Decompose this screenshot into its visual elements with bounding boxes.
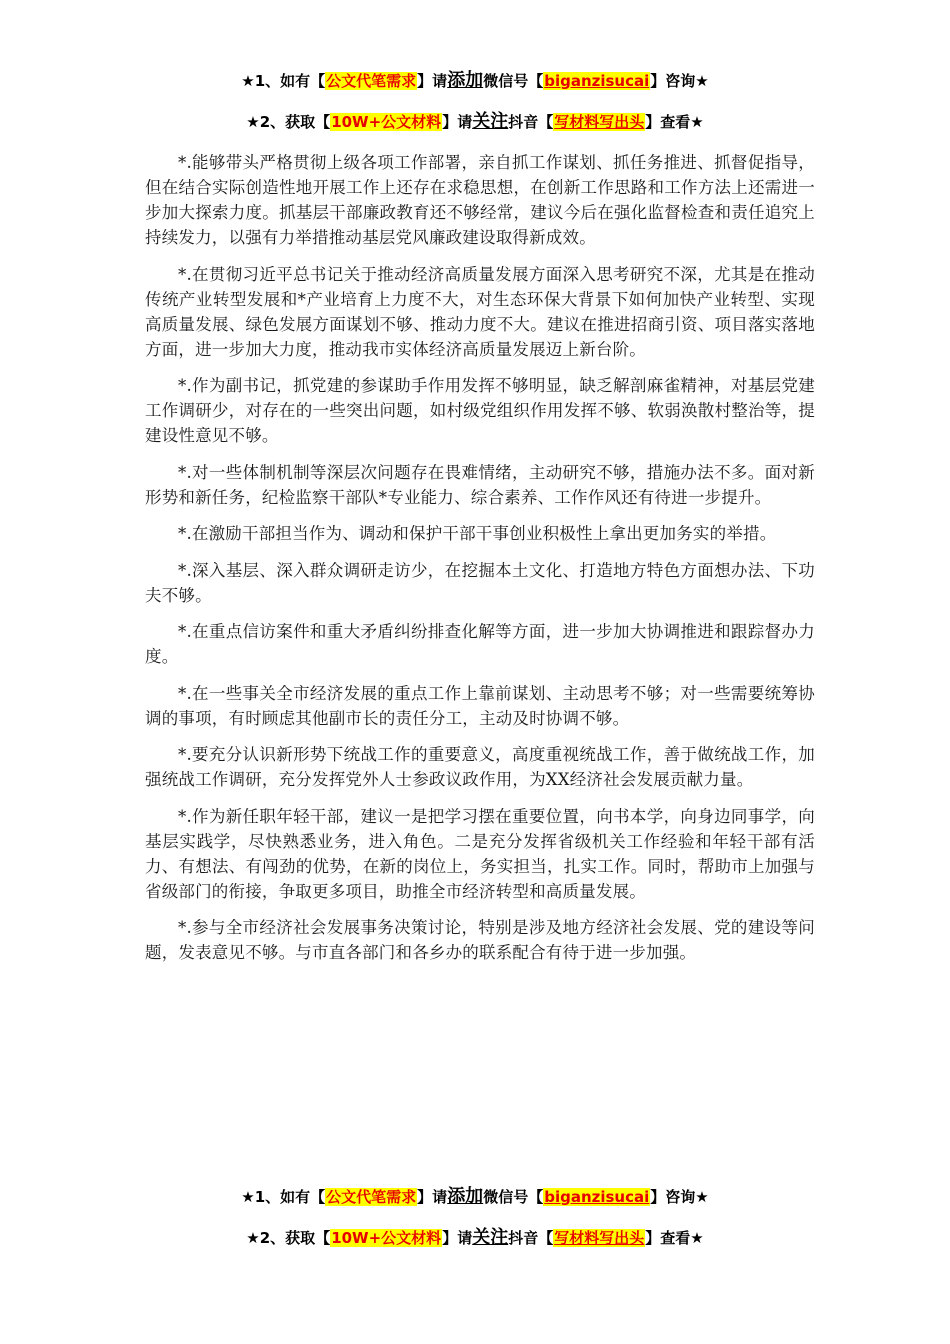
promo-text: 】咨询★ (650, 1188, 709, 1206)
promo-highlight: 公文代笔需求 (326, 72, 417, 90)
promo-text: ★1、如有【 (241, 1188, 326, 1206)
promo-emphasis: 添加 (447, 1186, 484, 1207)
paragraph: *.作为新任职年轻干部，建议一是把学习摆在重要位置，向书本学，向身边同事学，向基层实践学，尽快熟悉业务，进入角色。二是充分发挥省级机关工作经验和年轻干部有活力、有想法、有闯劲的优势，在新的岗位上，务实担当，扎实工作。同时，帮助市上加强与省级部门的衔接，争取更多项目，助推全市经济转型和高质量发展。 (145, 806, 815, 901)
promo-douyin-id: 写材料写出头 (554, 1229, 645, 1247)
promo-text: 】请 (442, 113, 473, 131)
bottom-promo-line-2 (0, 1227, 950, 1249)
promo-text: 抖音【 (508, 113, 554, 131)
promo-highlight: 10W+公文材料 (331, 1229, 442, 1247)
promo-emphasis: 关注 (472, 111, 509, 132)
promo-douyin-id: 写材料写出头 (554, 113, 645, 131)
promo-text: 】请 (417, 72, 448, 90)
paragraph: *.对一些体制机制等深层次问题存在畏难情绪，主动研究不够，措施办法不多。面对新形势和新任务，纪检监察干部队*专业能力、综合素养、工作作风还有待进一步提升。 (145, 462, 815, 507)
promo-highlight: 10W+公文材料 (331, 113, 442, 131)
paragraph: *.在一些事关全市经济发展的重点工作上靠前谋划、主动思考不够；对一些需要统筹协调的事项，有时顾虑其他副市长的责任分工，主动及时协调不够。 (145, 683, 815, 728)
promo-emphasis: 关注 (472, 1227, 509, 1248)
paragraph: *.在重点信访案件和重大矛盾纠纷排查化解等方面，进一步加大协调推进和跟踪督办力度。 (145, 622, 815, 666)
promo-highlight: 公文代笔需求 (326, 1188, 417, 1206)
promo-wechat-id: biganzisucai (544, 72, 650, 90)
promo-text: ★1、如有【 (241, 72, 326, 90)
promo-text: 】查看★ (645, 1229, 704, 1247)
promo-emphasis: 添加 (447, 70, 484, 91)
paragraph: *.在贯彻习近平总书记关于推动经济高质量发展方面深入思考研究不深，尤其是在推动传统产业转型发展和*产业培育上力度不大，对生态环保大背景下如何加快产业转型、实现高质量发展、绿色发展方面谋划不够、推动力度不大。建议在推进招商引资、项目落实落地方面，进一步加大力度，推动我市实体经济高质量发展迈上新台阶。 (145, 264, 815, 359)
promo-text: ★2、获取【 (246, 1229, 331, 1247)
paragraph: *.作为副书记，抓党建的参谋助手作用发挥不够明显，缺乏解剖麻雀精神，对基层党建工作调研少，对存在的一些突出问题，如村级党组织作用发挥不够、软弱涣散村整治等，提建设性意见不够。 (145, 376, 815, 445)
paragraph: *.能够带头严格贯彻上级各项工作部署，亲自抓工作谋划、抓任务推进、抓督促指导，但在结合实际创造性地开展工作上还存在求稳思想，在创新工作思路和工作方法上还需进一步加大探索力度。抓基层干部廉政教育还不够经常，建议今后在强化监督检查和责任追究上持续发力，以强有力举措推动基层党风廉政建设取得新成效。 (145, 153, 815, 247)
promo-text: 】请 (442, 1229, 473, 1247)
promo-text: 】请 (417, 1188, 448, 1206)
document-body (145, 150, 815, 977)
paragraph: *.参与全市经济社会发展事务决策讨论，特别是涉及地方经济社会发展、党的建设等问题，发表意见不够。与市直各部门和各乡办的联系配合有待于进一步加强。 (145, 918, 815, 962)
paragraph: *.深入基层、深入群众调研走访少，在挖掘本土文化、打造地方特色方面想办法、下功夫不够。 (145, 560, 815, 605)
promo-wechat-id: biganzisucai (544, 1188, 650, 1206)
paragraph: *.要充分认识新形势下统战工作的重要意义，高度重视统战工作，善于做统战工作，加强统战工作调研，充分发挥党外人士参政议政作用，为XX经济社会发展贡献力量。 (145, 745, 815, 789)
top-promo-line-2 (0, 111, 950, 133)
promo-text: 微信号【 (483, 1188, 544, 1206)
promo-text: 抖音【 (508, 1229, 554, 1247)
promo-text: 】查看★ (645, 113, 704, 131)
top-promo-line-1 (0, 70, 950, 92)
promo-text: 微信号【 (483, 72, 544, 90)
paragraph: *.在激励干部担当作为、调动和保护干部干事创业积极性上拿出更加务实的举措。 (178, 524, 777, 543)
promo-text: ★2、获取【 (246, 113, 331, 131)
promo-text: 】咨询★ (650, 72, 709, 90)
bottom-promo-line-1 (0, 1186, 950, 1208)
